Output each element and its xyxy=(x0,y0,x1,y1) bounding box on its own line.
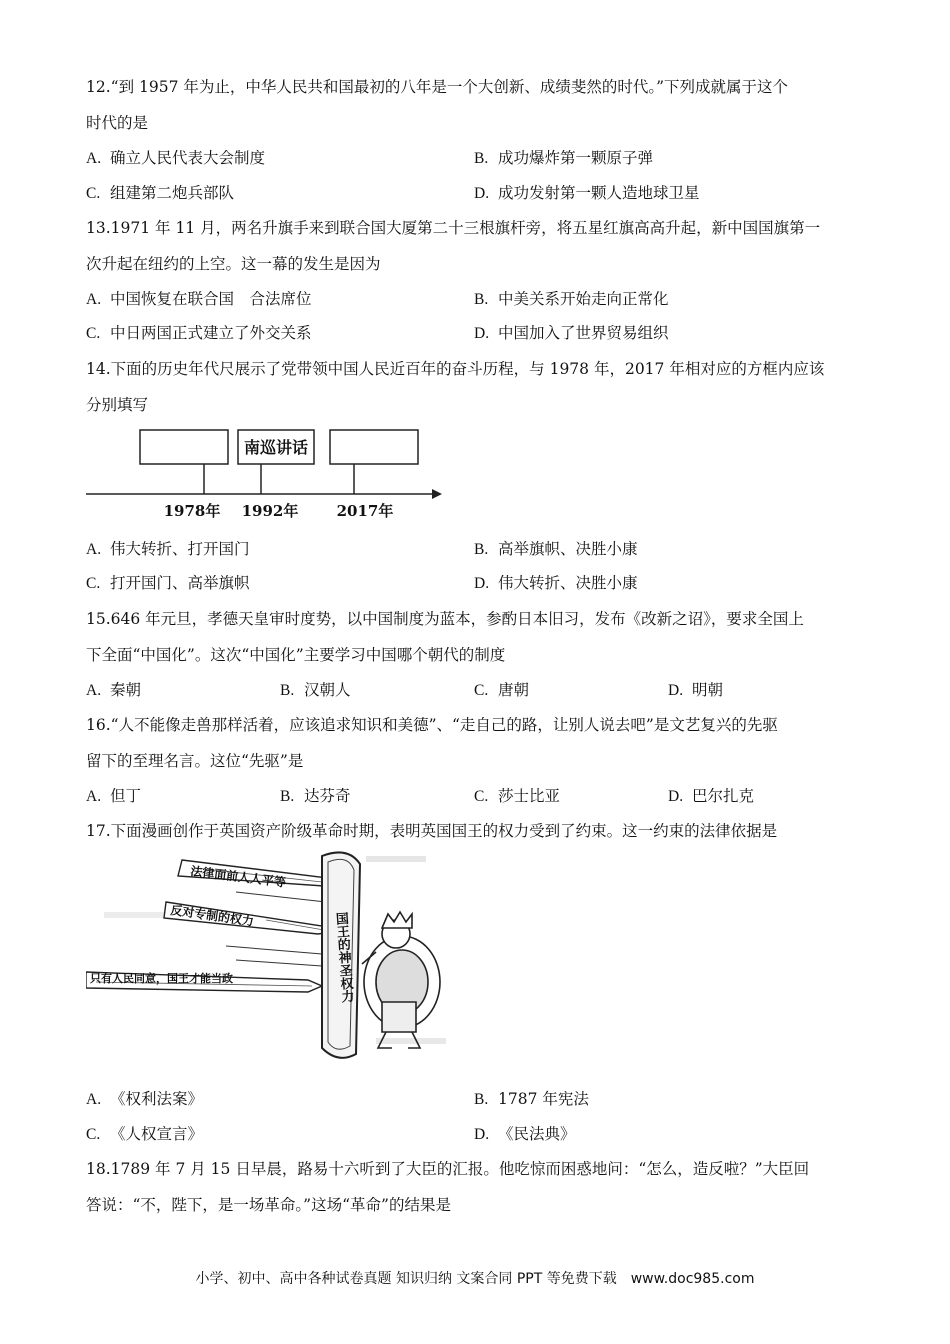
option-14-d: D. 伟大转折、决胜小康 xyxy=(474,574,638,592)
question-15-stem-line2: 下全面“中国化”。这次“中国化”主要学习中国哪个朝代的制度 xyxy=(86,646,506,664)
option-16-a: A. 但丁 xyxy=(86,787,142,805)
page-footer: 小学、初中、高中各种试卷真题 知识归纳 文案合同 PPT 等免费下载 www.doc985.com xyxy=(195,1271,755,1287)
question-17-stem-line1: 17.下面漫画创作于英国资产阶级革命时期，表明英国国王的权力受到了约束。这一约束的法律依据是 xyxy=(86,822,778,840)
question-12-stem-line2: 时代的是 xyxy=(86,114,149,132)
timeline-box-label: 南巡讲话 xyxy=(243,438,309,457)
cartoon-shield-label: 国王的神圣权力 xyxy=(332,911,354,1004)
question-13-stem-line1: 13.1971 年 11 月，两名升旗手来到联合国大厦第二十三根旗杆旁，将五星红旗高高升起，新中国国旗第一 xyxy=(86,219,821,237)
cartoon-figure xyxy=(86,842,466,1072)
timeline-arrowhead xyxy=(432,489,442,499)
option-16-b: B. 达芬奇 xyxy=(280,787,351,805)
option-12-a: A. 确立人民代表大会制度 xyxy=(86,149,266,167)
cartoon-faint-text-1 xyxy=(366,856,426,862)
option-15-d: D. 明朝 xyxy=(668,681,724,699)
question-12-stem-line1: 12.“到 1957 年为止，中华人民共和国最初的八年是一个大创新、成绩斐然的时代。”下列成就属于这个 xyxy=(86,78,789,96)
option-16-d: D. 巴尔扎克 xyxy=(668,787,755,805)
timeline-box-1978 xyxy=(140,430,228,464)
option-13-b: B. 中美关系开始走向正常化 xyxy=(474,290,669,308)
option-17-d: D. 《民法典》 xyxy=(474,1125,576,1143)
option-12-d: D. 成功发射第一颗人造地球卫星 xyxy=(474,184,700,202)
option-16-c: C. 莎士比亚 xyxy=(474,787,561,805)
option-13-c: C. 中日两国正式建立了外交关系 xyxy=(86,324,312,342)
option-15-b: B. 汉朝人 xyxy=(280,681,351,699)
option-14-a: A. 伟大转折、打开国门 xyxy=(86,540,250,558)
question-14-stem-line1: 14.下面的历史年代尺展示了党带领中国人民近百年的奋斗历程，与 1978 年，2017 年相对应的方框内应该 xyxy=(86,360,825,378)
option-14-c: C. 打开国门、高举旗帜 xyxy=(86,574,250,592)
timeline-figure xyxy=(86,424,450,524)
timeline-box-2017 xyxy=(330,430,418,464)
option-14-b: B. 高举旗帜、决胜小康 xyxy=(474,540,638,558)
cartoon-faint-text-3 xyxy=(376,1038,446,1044)
cartoon-arrow-3-label: 只有人民同意，国王才能当政 xyxy=(90,972,233,985)
option-17-a: A. 《权利法案》 xyxy=(86,1090,204,1108)
question-18-stem-line2: 答说：“不，陛下，是一场革命。”这场“革命”的结果是 xyxy=(86,1196,451,1214)
option-12-c: C. 组建第二炮兵部队 xyxy=(86,184,235,202)
question-16-stem-line2: 留下的至理名言。这位“先驱”是 xyxy=(86,752,304,770)
option-15-a: A. 秦朝 xyxy=(86,681,142,699)
option-13-d: D. 中国加入了世界贸易组织 xyxy=(474,324,669,342)
option-15-c: C. 唐朝 xyxy=(474,681,530,699)
option-12-b: B. 成功爆炸第一颗原子弹 xyxy=(474,149,654,167)
timeline-year-1992: 1992年 xyxy=(241,502,299,520)
option-17-b: B. 1787 年宪法 xyxy=(474,1090,589,1108)
question-13-stem-line2: 次升起在纽约的上空。这一幕的发生是因为 xyxy=(86,255,381,273)
king-figure-icon xyxy=(362,912,440,1048)
question-18-stem-line1: 18.1789 年 7 月 15 日早晨，路易十六听到了大臣的汇报。他吃惊而困惑地问：“怎么，造反啦？”大臣回 xyxy=(86,1160,810,1178)
question-15-stem-line1: 15.646 年元旦，孝德天皇审时度势，以中国制度为蓝本，参酌日本旧习，发布《改新之诏》，要求全国上 xyxy=(86,610,804,628)
timeline-year-1978: 1978年 xyxy=(163,502,221,520)
question-14-stem-line2: 分别填写 xyxy=(86,396,149,414)
timeline-year-2017: 2017年 xyxy=(336,502,394,520)
option-17-c: C. 《人权宣言》 xyxy=(86,1125,204,1143)
option-13-a: A. 中国恢复在联合国 合法席位 xyxy=(86,290,312,308)
cartoon-arrow-1-label: 法律面前人人平等 xyxy=(189,864,287,890)
cartoon-arrow-2-label: 反对专制的权力 xyxy=(169,903,255,929)
question-16-stem-line1: 16.“人不能像走兽那样活着，应该追求知识和美德”、“走自己的路，让别人说去吧”是文艺复兴的先驱 xyxy=(86,716,778,734)
